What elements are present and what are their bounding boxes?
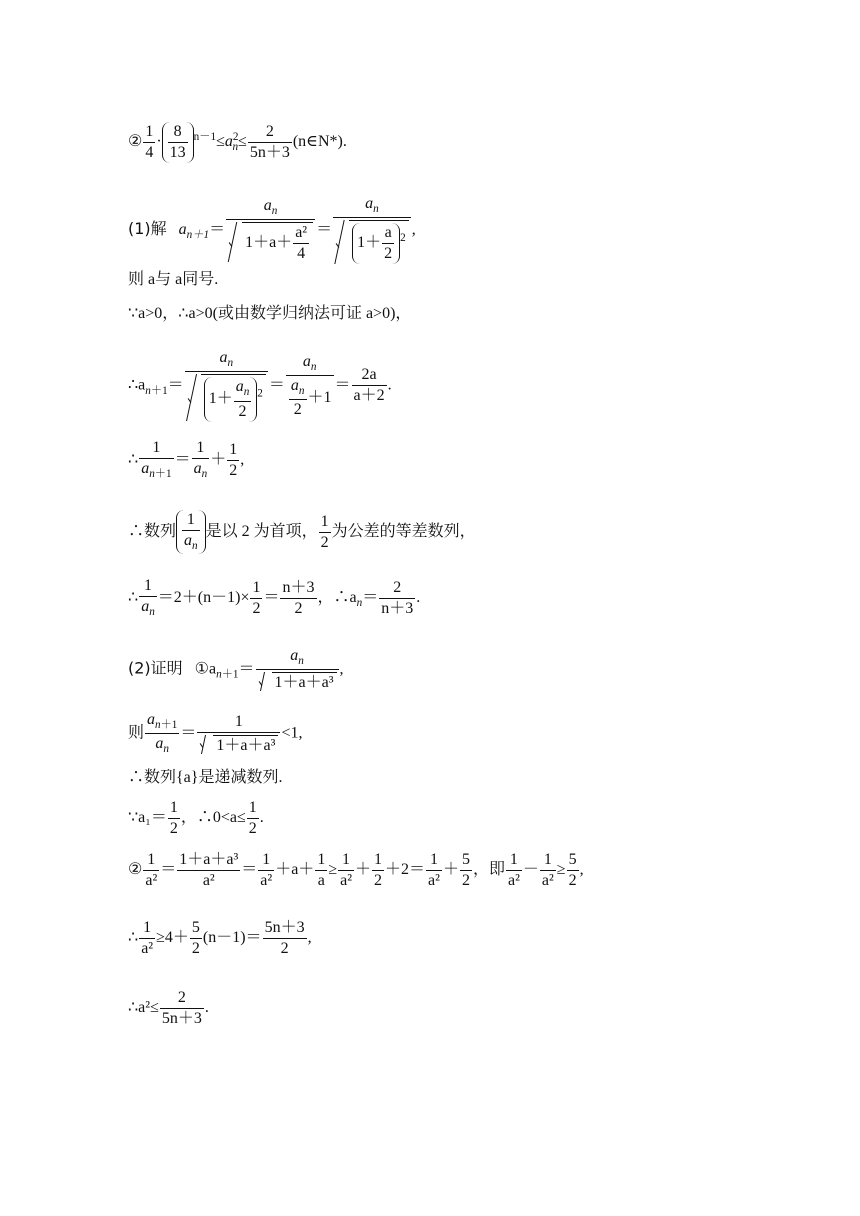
denominator [333,218,411,264]
circled-number: ② [128,133,143,151]
numerator: 8 [168,124,188,143]
section-label: (2)证明 [128,658,183,678]
general-term-result: ∴ $\frac{1}{a_n}$ ＝2＋(n－1)× $\frac{1}{2}$ ＝ $\frac{n+3}{2}$ ，$\therefore a_n=$ $\frac{2}{n+3}$ . [128,577,421,619]
bounds-statement: ∵a₁＝ $\frac{1}{2}$ ，∴0<a≤ $\frac{1}{2}$ . [128,799,264,837]
denominator: 5n＋3 [249,144,290,161]
sequence-term: a [178,220,187,238]
sqrt: 1＋ $\frac{a}{2}$ $^2$ [335,220,409,264]
reciprocal-recurrence: ∴ $\frac{1}{a_{n+1}}$ ＝ $\frac{1}{a_n}$ ＋ $\frac{1}{2}$ , [128,439,245,481]
fraction [168,124,188,161]
positivity-statement: ∵a>0，∴a>0(或由数学归纳法可证 a>0)， [128,305,412,322]
numerator: $a_n$ [226,198,315,220]
decreasing-statement: ∴数列{a}是递减数列. [128,769,283,786]
fraction [333,196,411,264]
bracket-group [162,122,194,163]
fraction [226,198,315,262]
same-sign-statement: 则 a与 a同号. [128,271,219,288]
equals: ＝ [316,220,333,238]
numerator: 1 [143,124,155,143]
numerator: 2 [248,124,292,143]
solution-part1-recurrence: (1)解 $a_{n+1}=$ $a_n$ 1＋a＋ $\frac{\text{a²}}{4}$ ＝ $a_n$ 1＋ $\frac{a}{2}$ $^2$ , [128,195,416,263]
reciprocal-square-inequality: ② $\frac{1}{\text{a²}}$ ＝ $\frac{\text{1＋a＋a³}}{\text{a²}}$ ＝ $\frac{1}{\text{a²}}$ ＋a＋ $\frac{1}{a}$ ≥ $\frac{1}{\text{a²}}$ ＋ $\frac{1}{2}$ ＋2＝ $\frac{1}{\text{a²}}$ ＋ $\frac{5}{2}$ ，即 $\frac{1}{\text{a²}}$ － $\frac{1}{\text{a²}}$ ≥ $\frac{5}{2}$ , [128,851,584,889]
simplified-recurrence: $\therefore a_{n+1}=$ $a_n$ 1＋ $\frac{a_n}{2}$ $^2$ ＝ $a_n$ $\frac{a_n}{2}$ ＋1 ＝ $\frac{2a}{a+2}$ . [128,349,392,420]
denominator [226,220,315,262]
numerator: $a_n$ [333,196,411,218]
domain-text: (n∈N*). [292,133,347,151]
equals: ＝ [209,220,226,238]
sqrt: 1＋a＋ $\frac{\text{a²}}{4}$ [228,222,313,262]
subscript: n＋1 [186,229,210,242]
exponent: n－1 [193,130,217,143]
leq-sign: ≤ [216,133,225,151]
summation-inequality: ∴ $\frac{1}{\text{a²}}$ ≥4＋ $\frac{5}{2}$ (n－1)＝ $\frac{5n+3}{2}$ , [128,919,312,957]
arithmetic-sequence-statement: ∴数列 $\frac{1}{a_n}$ 是以 2 为首项， $\frac{1}{2}$ 为公差的等差数列， [128,510,476,554]
leq-sign: ≤ [238,133,247,151]
proof-part2-recurrence: (2)证明 $①a_{n+1}=$ $\frac{a_n}{\text{1＋a＋a³}}$ , [128,647,344,692]
therefore-term: ∴a [128,376,146,394]
fraction [248,124,292,161]
denominator: 4 [145,144,154,161]
final-conclusion: ∴a²≤ $\frac{2}{5n+3}$ . [128,989,209,1027]
section-label: (1)解 [128,218,167,238]
ratio-inequality: 则 $\frac{a_{n+1}}{a_n}$ ＝ $\frac{1}{\text{1＋a＋a³}}$ <1, [128,711,303,756]
denominator: 13 [169,144,186,161]
inequality-statement: ② $\frac{1}{4}$ · $\frac{8}{13}$ $^{n-1}\le a^2_n\le$ $\frac{2}{5n+3}$ (n∈N*). [128,123,347,161]
fraction [143,124,155,161]
